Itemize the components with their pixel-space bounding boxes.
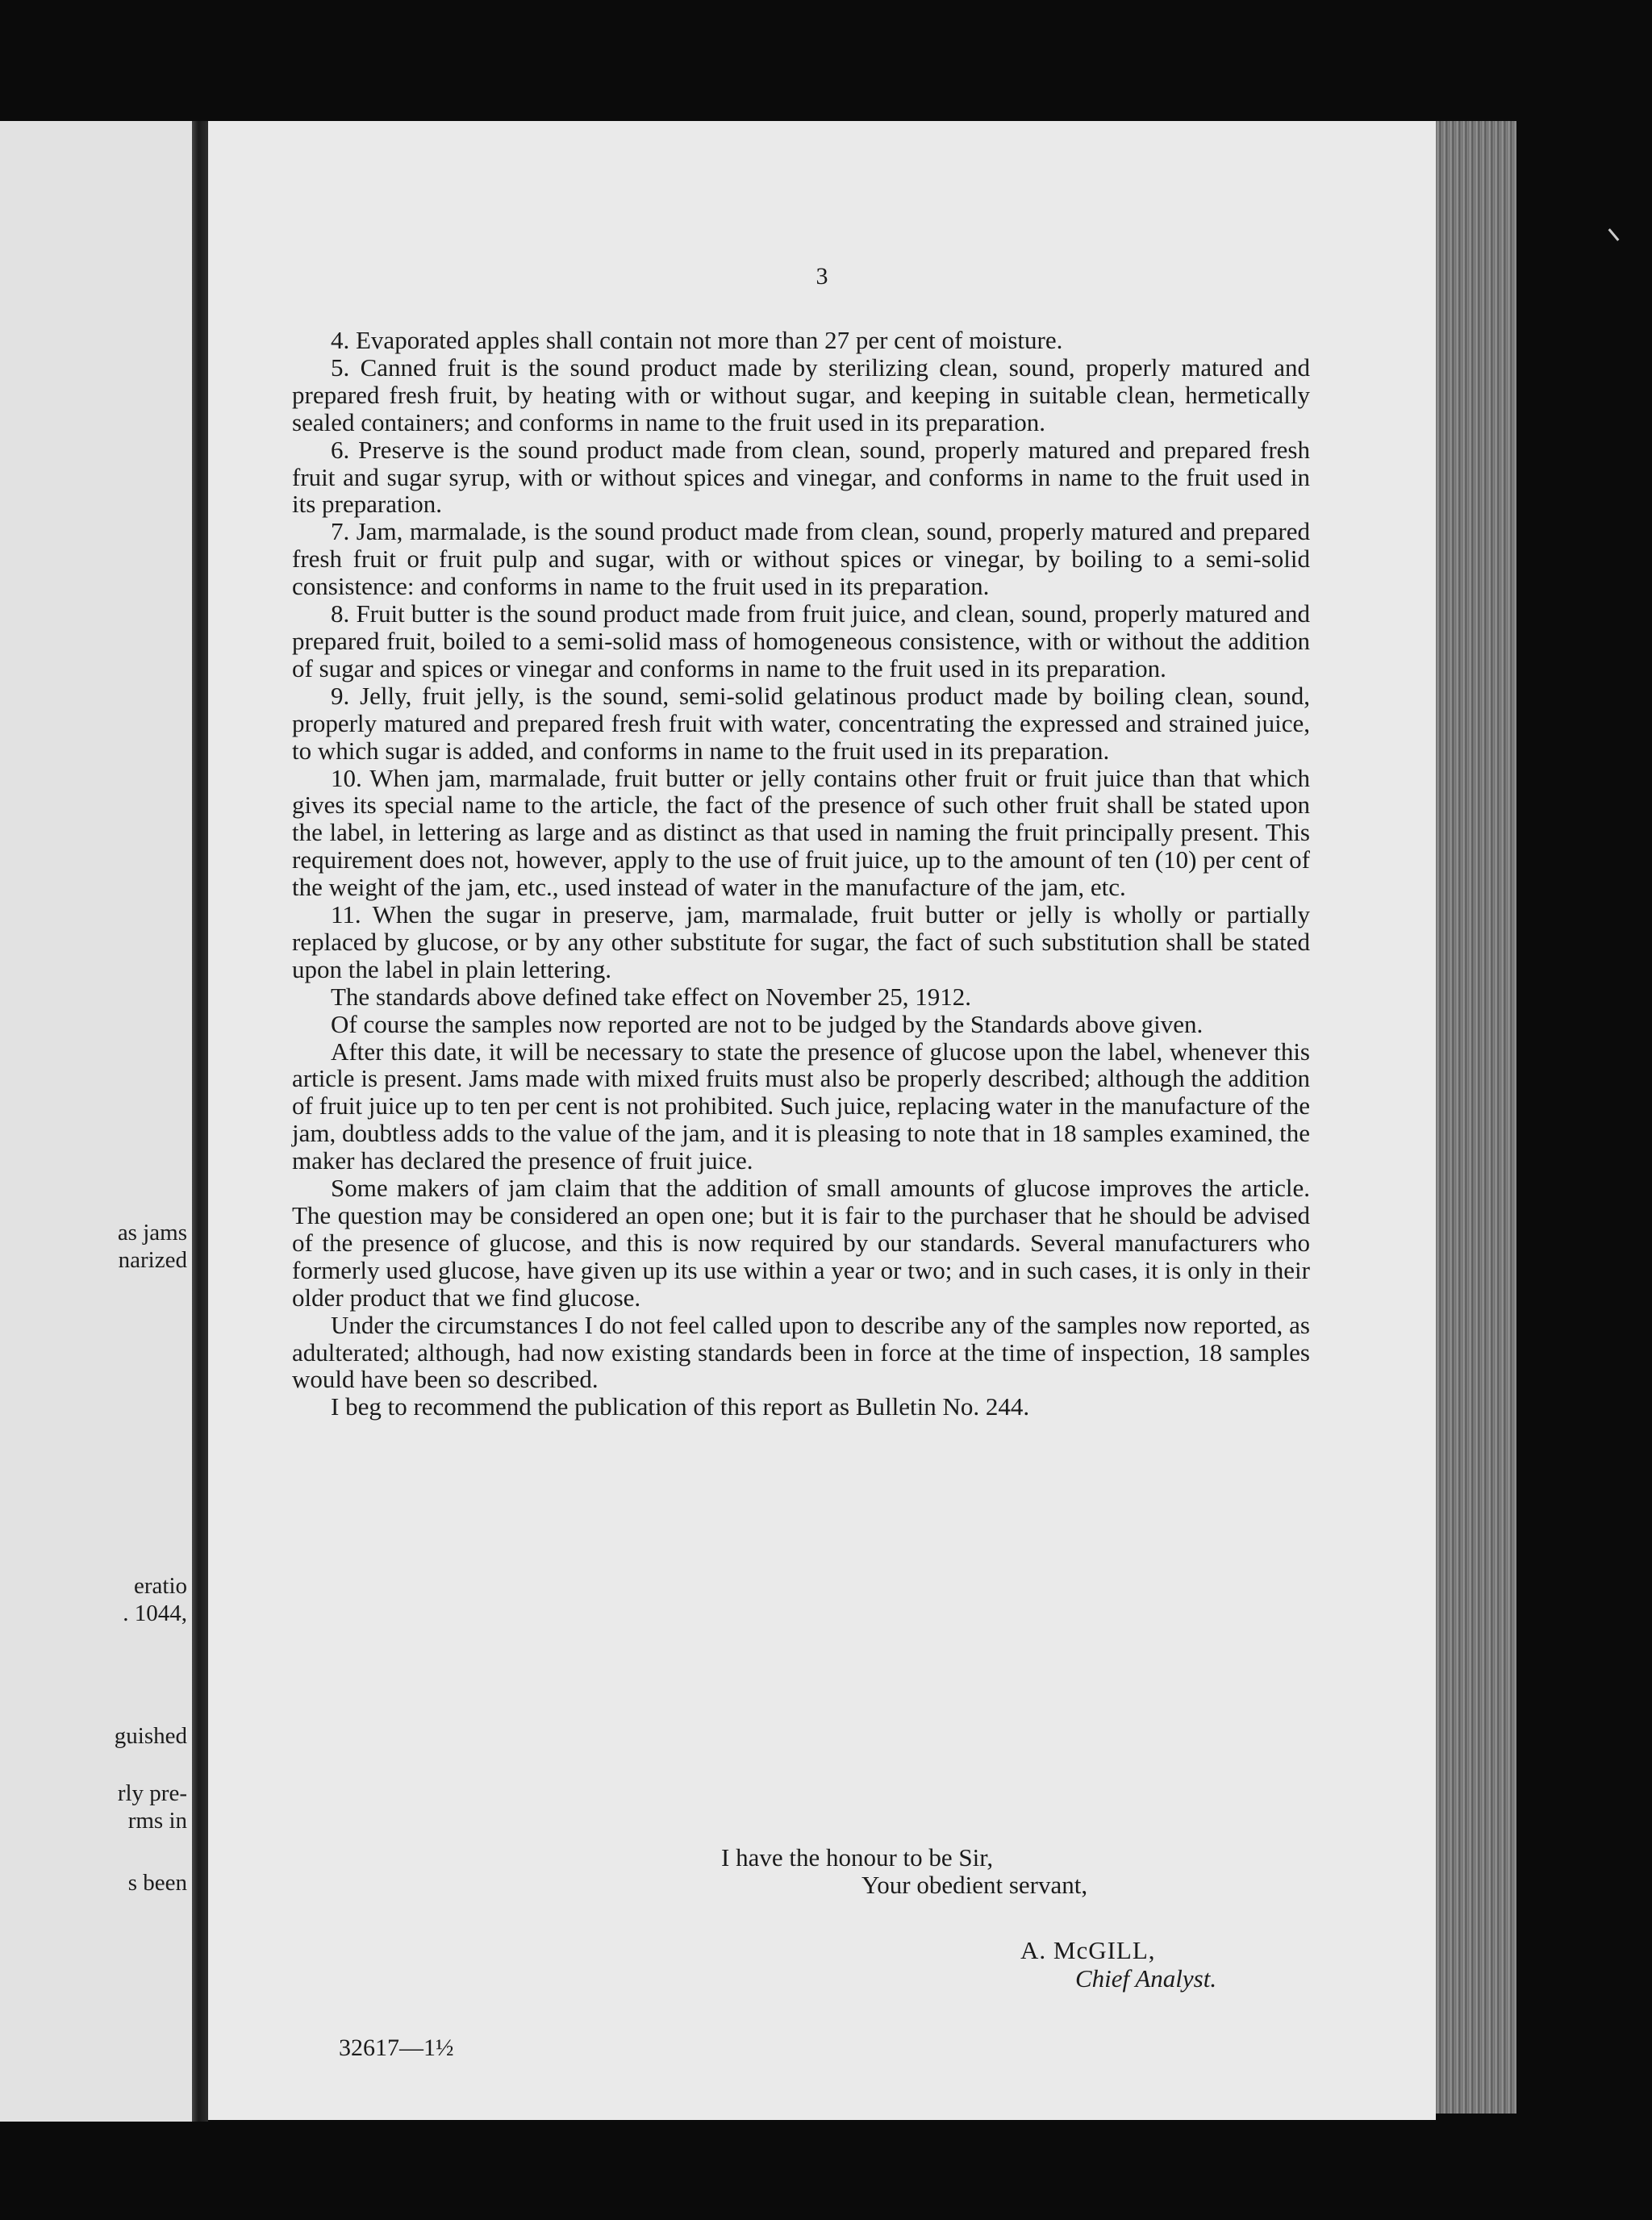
left-fragment: rly pre- <box>117 1780 187 1806</box>
left-fragment: eratio <box>133 1573 187 1599</box>
paragraph: Under the circumstances I do not feel called upon to describe any of the samples now reported, as adulterated; although, had now existing standards been in force at the time of inspection, 18 samples would have been so described. <box>292 1310 1310 1394</box>
paragraph: Of course the samples now reported are not to be judged by the Standards above given. <box>331 1009 1204 1038</box>
signature-title: Chief Analyst. <box>1075 1964 1217 1993</box>
paragraph: Some makers of jam claim that the addition of small amounts of glucose improves the article. The question may be considered an open one; but it is fair to the purchaser that he should be advised of the presence of glucose, and this is now required by our standards. Several manufacturers who formerly used glucose, have given up its use within a year or two; and in such cases, it is only in their older product that we find glucose. <box>292 1174 1310 1312</box>
book-gutter <box>192 121 208 2122</box>
body-text <box>292 327 1310 1421</box>
paragraph: 9. Jelly, fruit jelly, is the sound, semi-solid gelatinous product made by boiling clean, sound, properly matured and prepared fresh fruit with water, concentrating the expressed and strained juice, to which sugar is added, and conforms in name to the fruit used in its preparation. <box>292 681 1310 765</box>
file-code: 32617—1½ <box>339 2034 454 2061</box>
film-scratch <box>1608 228 1620 241</box>
left-fragment: s been <box>127 1870 187 1896</box>
left-fragment: as jams <box>117 1220 187 1246</box>
left-fragment: rms in <box>127 1808 187 1834</box>
right-page <box>208 121 1436 2120</box>
paragraph: 11. When the sugar in preserve, jam, marmalade, fruit butter or jelly is wholly or partially replaced by glucose, or by any other substitute for sugar, the fact of such substitution shall be stated upon the label in plain lettering. <box>292 900 1310 983</box>
paragraph: 4. Evaporated apples shall contain not more than 27 per cent of moisture. <box>331 326 1063 354</box>
paragraph: 6. Preserve is the sound product made from clean, sound, properly matured and prepared fresh fruit and sugar syrup, with or without spices and vinegar, and conforms in name to the fruit used in its preparation. <box>292 435 1310 519</box>
paragraph: 10. When jam, marmalade, fruit butter or jelly contains other fruit or fruit juice than that which gives its special name to the article, the fact of the presence of such other fruit shall be stated upon the label, in lettering as large and as distinct as that used in naming the fruit principally present. This requirement does not, however, apply to the use of fruit juice, up to the amount of ten (10) per cent of the weight of the jam, etc., used instead of water in the manufacture of the jam, etc. <box>292 763 1310 902</box>
paragraph: 7. Jam, marmalade, is the sound product made from clean, sound, properly matured and prepared fresh fruit or fruit pulp and sugar, with or without spices or vinegar, by boiling to a semi-solid consistence: and conforms in name to the fruit used in its preparation. <box>292 517 1310 601</box>
closing-line: Your obedient servant, <box>861 1871 1088 1899</box>
paragraph: I beg to recommend the publication of this report as Bulletin No. 244. <box>331 1392 1030 1421</box>
page-edges <box>1436 121 1516 2114</box>
left-fragment: . 1044, <box>123 1600 187 1626</box>
paragraph: 8. Fruit butter is the sound product made from fruit juice, and clean, sound, properly matured and prepared fruit, boiled to a semi-solid mass of homogeneous consistence, with or without the addition of sugar and spices or vinegar and conforms in name to the fruit used in its preparation. <box>292 599 1310 682</box>
paragraph: The standards above defined take effect on November 25, 1912. <box>331 982 971 1011</box>
left-fragment: narized <box>118 1247 187 1273</box>
page-number: 3 <box>816 263 828 290</box>
paragraph: After this date, it will be necessary to state the presence of glucose upon the label, whenever this article is present. Jams made with mixed fruits must also be properly described; although the addition of fruit juice up to ten per cent is not prohibited. Such juice, replacing water in the manufacture of the jam, doubtless adds to the value of the jam, and it is pleasing to note that in 18 samples examined, the maker has declared the presence of fruit juice. <box>292 1037 1310 1175</box>
left-page <box>0 121 192 2122</box>
left-fragment: guished <box>114 1723 187 1749</box>
paragraph: 5. Canned fruit is the sound product made by sterilizing clean, sound, properly matured and prepared fresh fruit, by heating with or without sugar, and keeping in suitable clean, hermetically sealed containers; and conforms in name to the fruit used in its preparation. <box>292 353 1310 436</box>
signature-name: A. McGILL, <box>1020 1936 1156 1964</box>
closing-line: I have the honour to be Sir, <box>721 1843 994 1872</box>
